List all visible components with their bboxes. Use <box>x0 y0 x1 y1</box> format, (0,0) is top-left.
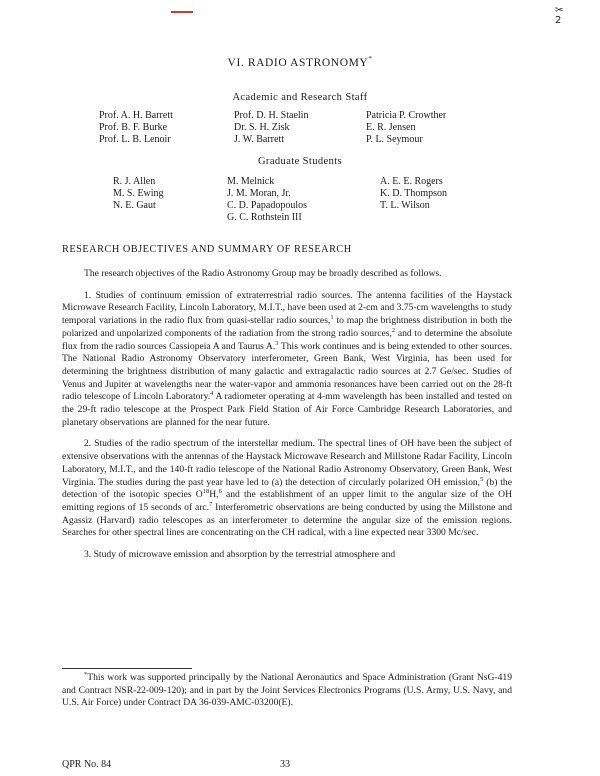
body-text <box>62 268 512 562</box>
student-name: G. C. Rothstein III <box>227 212 302 223</box>
staff-name: Patricia P. Crowther <box>366 110 447 121</box>
student-name: R. J. Allen <box>113 176 156 187</box>
staff-name: Prof. L. B. Lenoir <box>99 134 171 145</box>
paragraph-atmosphere: 3. Study of microwave emission and absorption by the terrestrial atmosphere and <box>84 549 396 561</box>
grad-heading: Graduate Students <box>257 156 343 167</box>
staff-name: J. W. Barrett <box>234 134 284 145</box>
grad-column-3 <box>380 176 447 212</box>
staff-name: Dr. S. H. Zisk <box>234 122 290 133</box>
research-heading: RESEARCH OBJECTIVES AND SUMMARY OF RESEARCH <box>62 244 352 255</box>
student-name: M. Melnick <box>227 176 275 187</box>
staff-name: P. L. Seymour <box>366 134 423 145</box>
staff-column-2 <box>234 110 308 146</box>
student-name: J. M. Moran, Jr. <box>227 188 291 199</box>
student-name: K. D. Thompson <box>380 188 448 199</box>
red-ink-mark <box>171 11 193 13</box>
intro-paragraph: The research objectives of the Radio Astronomy Group may be broadly described as follows. <box>84 268 442 279</box>
footnote: *This work was supported principally by the National Aeronautics and Space Administration (Grant NsG-419 and Contract NSR-22-009-120); and in part by the Joint Services Electronics Programs (U.S. Army, U.S. Navy, and U.S. Air Force) under Contract DA 36-039-AMC-03200(E). <box>62 670 512 708</box>
staff-name: Prof. B. F. Burke <box>99 122 168 133</box>
student-name: N. E. Gaut <box>113 200 156 211</box>
grad-column-2 <box>227 176 307 224</box>
staff-heading: Academic and Research Staff <box>232 92 368 103</box>
report-number: QPR No. 84 <box>62 759 112 770</box>
student-name: T. L. Wilson <box>380 200 430 211</box>
student-name: M. S. Ewing <box>113 188 164 199</box>
grad-column-1 <box>113 176 164 212</box>
paragraph-continuum-emission: 1. Studies of continuum emission of extraterrestrial radio sources. The antenna facilities of the Haystack Microwave Research Facility, Lincoln Laboratory, M.I.T., have been used at 2-cm and 3.75-cm wavelengths to study temporal variations in the radio flux from quasi-stellar radio sources,$^1$ to map the brightness distribution in both the polarized and unpolarized components of the radiation from the strong radio sources,$^2$ and to determine the absolute flux from the radio sources Cassiopeia A and Taurus A.$^3$ This work continues and is being extended to other sources. The National Radio Astronomy Observatory interferometer, Green Bank, West Virginia, has been used for determining the brightness distribution of many galactic and extragalactic radio sources at 2.7 Ge/sec. Studies of Venus and Jupiter at wavelengths near the water-vapor and ammonia resonances have been carried out on the 28-ft radio telescope of Lincoln Laboratory.$^4$ A radiometer operating at 4-mm wavelength has been installed and tested on the 29-ft radio telescope at the Prospect Park Field Station of Air Force Cambridge Research Laboratories, and planetary observations are planned for the near future. <box>62 289 513 428</box>
staff-name: Prof. A. H. Barrett <box>99 110 173 121</box>
staff-name: Prof. D. H. Staelin <box>234 110 309 121</box>
staff-column-1 <box>99 110 173 146</box>
footnote-rule <box>62 668 192 669</box>
page-title: VI. RADIO ASTRONOMY* <box>227 55 373 69</box>
corner-scissors-mark: ✂ 2 <box>555 5 564 26</box>
student-name: A. E. E. Rogers <box>380 176 443 187</box>
page-number: 33 <box>280 759 290 770</box>
student-name: C. D. Papadopoulos <box>227 200 307 211</box>
staff-column-3 <box>366 110 446 146</box>
staff-name: E. R. Jensen <box>366 122 416 133</box>
paragraph-interstellar-spectrum: 2. Studies of the radio spectrum of the interstellar medium. The spectral lines of OH have been the subject of extensive observations with the antennas of the Haystack Microwave Research and Millstone Radar Facility, Lincoln Laboratory, M.I.T., and the 140-ft radio telescope of the National Radio Astronomy Observatory, Green Bank, West Virginia. The studies during the past year have led to (a) the detection of circularly polarized OH emission,$^5$ (b) the detection of the isotopic species $O^{18}H,^6$ and the establishment of an upper limit to the angular size of the OH emitting regions of 15 seconds of arc.$^7$ Interferometric observations are being conducted by using the Millstone and Agassiz (Harvard) radio telescopes as an interferometer to determine the angular size of the emission regions. Searches for other spectral lines are concentrating on the CH radical, with a line expected near 3300 Mc/sec. <box>62 438 512 539</box>
